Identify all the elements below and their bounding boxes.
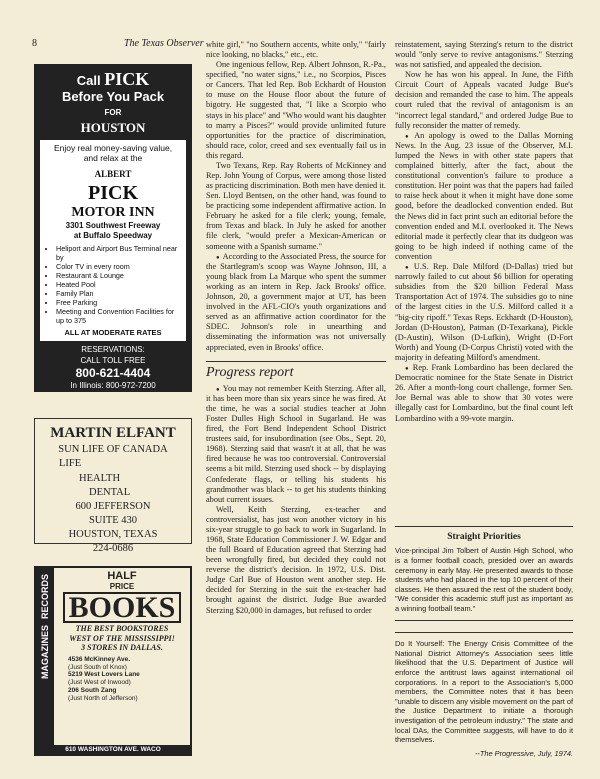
martin-elfant-ad: MARTIN ELFANT SUN LIFE OF CANADA LIFE HEALTH DENTAL 600 JEFFERSON SUITE 430 HOUSTON, TEXAS 224-0686 — [34, 418, 192, 544]
section-heading-progress-report: Progress report — [206, 361, 386, 381]
pick-call-heading: Call PICK Before You Pack FOR — [61, 69, 165, 118]
source-credit: --The Progressive, July, 1974. — [474, 748, 573, 758]
page-number: 8 — [32, 38, 37, 49]
pick-details: Enjoy real money-saving value, and relax at the ALBERT PICK MOTOR INN 3301 Southwest Freeway at Buffalo Speedway • Heliport and Airport Bus Terminal near by • Color TV in every room • Restaurant & Lounge • Heated Pool • Family Plan • Free Parking • Meeting and Convention Facilities for up to 375 ALL AT MODERATE RATES — [40, 140, 186, 341]
pick-city: HOUSTON — [80, 120, 146, 136]
publication-name: The Texas Observer — [124, 38, 204, 49]
do-it-yourself-box: Do It Yourself: The Energy Crisis Committee of the National District Attorney's Association sees little likelihood that the U.S. Department of Justice will enforce the antitrust laws against international oil corporations. In a report to the Association's 5,000 members, the Committee notes that it has been "unable to discern any visible movement on the part of the Justice Department to initiate a thorough investigation of the petroleum industry." The state and local DAs, the Committee suggests, will have to do it themselves. --The Progressive, July, 1974. — [395, 632, 573, 759]
books-logo: BOOKS — [63, 592, 182, 623]
books-side-strip: RECORDS MAGAZINES — [36, 568, 54, 754]
article-column-1: white girl," "no Southern accents, white only," "fairly nice looking, no blacks," etc., etc. One ingenious fellow, Rep. Albert Johnson, R.-Pa., specified, "no water signs," i.e., no Scorpios, Pisces or Cancers. That led Rep. Bob Eckhardt of Houston to muse on the House floor about the future of bigotry. He suggested that, "I like a Scorpio who stays in his place" and "Who would want his daughter to marry a Pisces?" would provide unlimited future opportunities for the practice of discrimination, should race, color, creed and sex eventually fail us in this regard. Two Texans, Rep. Ray Roberts of McKinney and Rep. John Young of Corpus, were among those listed as practicing discrimination. Both men have denied it. Sen. Lloyd Bentsen, on the other hand, was found to be practicing some independent affirmative action. In February he asked for a file clerk; young, female, from Texas and black. In July he asked for another file clerk, "would prefer a Mexican-American or someone with a Spanish surname." ● According to the Associated Press, the source for the Startlegram's scoop was Wayne Johnson, III, a young black from La Marque who spent the summer working as an intern in Rep. Jack Brooks' office. Johnson, 20, a government major at UT, has been involved in the AFL-CIO's youth organizations and served as an affirmative action coordinator for the SDEC. Johnson's role in unearthing and disseminating the information was not universally appreciated, even in Brooks' office. Progress report ● You may not remember Keith Sterzing. After all, it has been more than six years since he was fired. At the time, he was a social studies teacher at John Foster Dulles High School in Sugarland. He was fired, the Fort Bend Independent School District trustees said, for insubordination (see Obs., Sept. 20, 1968). Sterzing said that wasn't it at all, that he was fired because he was too controversial. Controversial seems a bit mild. Sterzing used shock -- by displaying Confederate flags, or telling his students his grandmother was black -- to get his students thinking about current issues. Well, Keith Sterzing, ex-teacher and controversialist, has just won another victory in his six-year struggle to go back to work in Sugarland. In 1968, State Education Commissioner J. W. Edgar and the full Board of Education agreed that Sterzing had been wrongfully fired, but decided they could not reverse the district's decision. In 1972, U.S. Dist. Judge Carl Bue of Houston went another step. He decided for Sterzing in the suit the ex-teacher had brought against the district. Judge Bue awarded Sterzing $20,000 in damages, but refused to order — [206, 40, 386, 616]
pick-motor-inn-ad — [34, 64, 192, 392]
books-locations: 4536 McKinney Ave. (Just South of Knox) 5219 West Lovers Lane (Just West of Inwood) 206 South Zang (Just North of Jefferson) — [68, 655, 140, 702]
books-footer: 610 WASHINGTON AVE. WACO — [36, 745, 190, 754]
pick-reservations: RESERVATIONS: CALL TOLL FREE 800-621-4404 In Illinois: 800-972-7200 — [70, 345, 156, 391]
article-column-2: reinstatement, saying Sterzing's return to the district would "only serve to revive antagonisms." Sterzing was not satisfied, and appealed the decision. Now he has won his appeal. In June, the Fifth Circuit Court of Appeals vacated Judge Bue's decision and remanded the case to him. The appeals court ruled that the revival of antagonism is an "incorrect legal standard," and ordered Judge Bue to fully reconsider the matter of remedy. ● An apology is owed to the Dallas Morning News. In the Aug. 23 issue of the Observer, M.I. lumped the News in with other state papers that complained bitterly, after the fact, about the constitutional convention's failure to produce a constitution. Her point was that the papers had failed to raise heck about it when it might have done some good, before the deadlocked convention ended. But the News did in fact print such an editorial before the convention ended and M.I. overlooked it. The News editorial made it perfectly clear that its dudgeon was going to be high indeed if nothing came of the convention ● U.S. Rep. Dale Milford (D-Dallas) tried but narrowly failed to cut about $6 billion for operating subsidies from the $20 billion Federal Mass Transportation Act of 1974. The subsidies go to nine of the largest cities in the U.S. Milford called it a "big-city ripoff." Texas Reps. Eckhardt (D-Houston), Jordan (D-Houston), Patman (D-Texarkana), Pickle (D-Austin), Wilson (D-Lufkin), Wright (D-Fort Worth) and Young (D-Corpus Christi) voted with the majority in defeating Milford's amendment. ● Rep. Frank Lombardino has been declared the Democratic nominee for the State Senate in District 26. After a month-long court challenge, former Sen. Joe Bernal was able to show that 30 votes were illegally cast for Lombardino, but the final count left Lombardino with a 99-vote margin. — [395, 40, 573, 424]
half-price-books-ad: RECORDS MAGAZINES HALF PRICE BOOKS THE BEST BOOKSTORES WEST OF THE MISSISSIPPI! 3 STORES IN DALLAS. 4536 McKinney Ave. (Just South of Knox) 5219 West Lovers Lane (Just West of Inwood) 206 South Zang (Just North of Jefferson) 610 WASHINGTON AVE. WACO — [34, 566, 192, 756]
pick-feature-list: • Heliport and Airport Bus Terminal near by • Color TV in every room • Restaurant & Lounge • Heated Pool • Family Plan • Free Parking • Meeting and Convention Facilities for up to 375 — [46, 244, 180, 325]
straight-priorities-box: Straight Priorities Vice-principal Jim Tolbert of Austin High School, who is a former football coach, presided over an awards ceremony in early May. He presented awards to those students who had placed in the top 10 percent of their classes. He then assured the rest of the student body, "We consider this academic stuff just as important as a winning football team." — [395, 526, 573, 621]
